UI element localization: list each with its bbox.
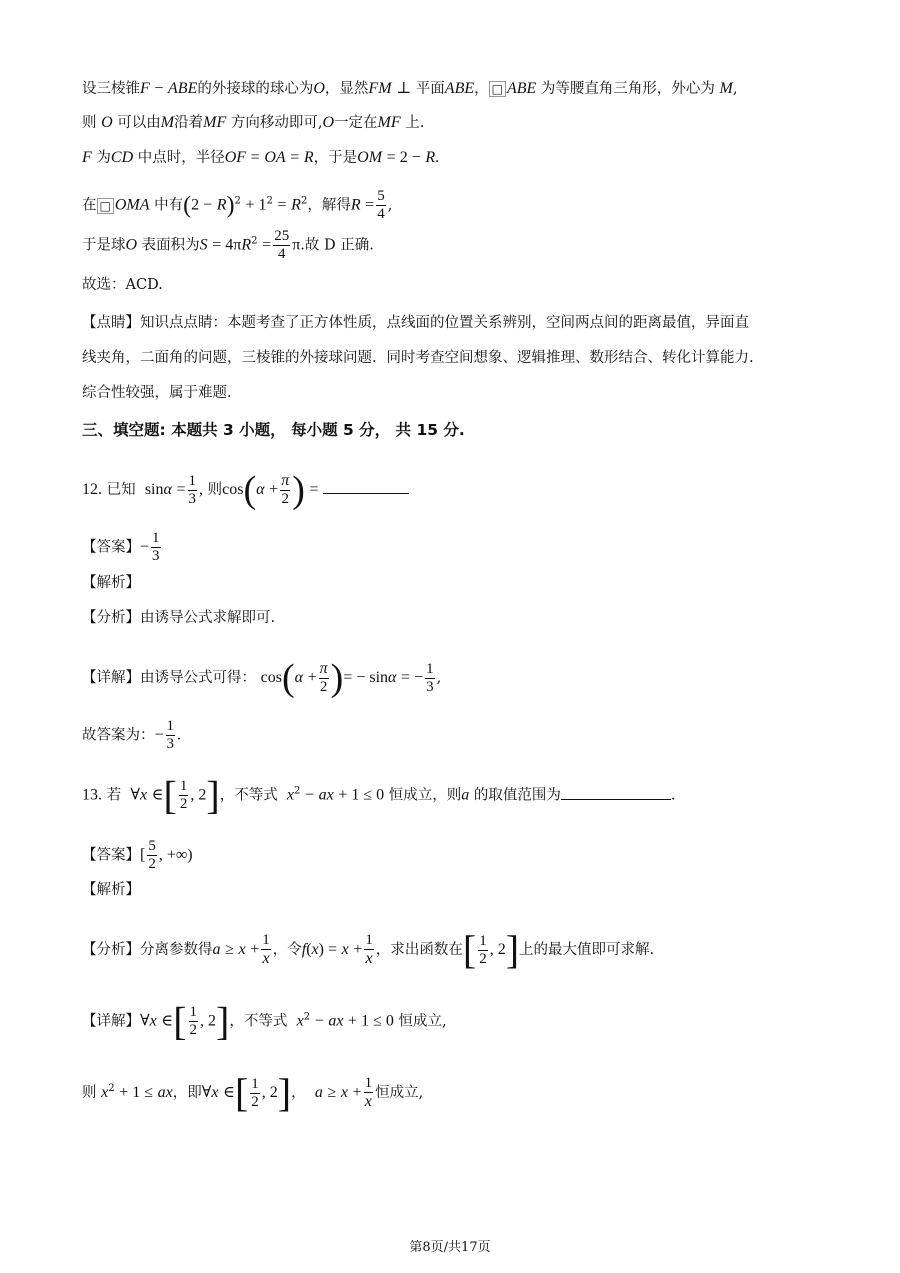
detail-line: 【详解】∀x ∈[ $\frac{1}{2}$ , 2]，不等式 $x^2$ − ax + 1 ≤ 0 恒成立,: [82, 998, 447, 1044]
analysis-label: 【解析】: [82, 882, 140, 898]
answer-line: 【答案】[ $\frac{5}{2}$ , +∞): [82, 838, 193, 872]
question-12: 12. 已知 sinα = $\frac{1}{3}$ , 则cos(α + $\frac{\pi}{2}$ ) =: [82, 472, 409, 508]
detail-line: 则 $x^2 + 1$ ≤ ax，即∀x ∈[ $\frac{1}{2}$ , 2]， a ≥ x + $\frac{1}{x}$ 恒成立,: [82, 1070, 424, 1115]
section-title: 三、填空题: 本题共 3 小题， 每小题 5 分， 共 15 分.: [82, 421, 465, 439]
analysis-line: 【分析】由诱导公式求解即可.: [82, 610, 276, 626]
fraction: $\frac{1}{x}$: [364, 1075, 373, 1110]
fraction: $\frac{1}{x}$: [365, 932, 373, 967]
final-answer-line: 故答案为：− $\frac{1}{3}$ .: [82, 718, 182, 752]
fraction: $\frac{1}{x}$: [262, 932, 270, 967]
detail-line: 【详解】由诱导公式可得： cos(α + $\frac{\pi}{2}$ )= − sinα = − $\frac{1}{3}$ ,: [82, 657, 442, 699]
fraction: $\frac{1}{3}$: [152, 530, 160, 564]
fraction: $\frac{1}{3}$: [426, 660, 434, 695]
fraction: $\frac{5}{4}$: [377, 188, 385, 222]
page-footer: 第8页/共17页: [409, 1240, 491, 1255]
text-line: 于是球O 表面积为$S = 4\pi R^2$ = $\frac{25}{4}$ π.故 D 正确.: [82, 228, 374, 262]
fraction: $\frac{\pi}{2}$: [281, 472, 290, 507]
text-line: 线夹角，二面角的问题，三棱锥的外接球问题．同时考查空间想象、逻辑推理、数形结合、转化计算能力.: [82, 350, 754, 366]
answer-blank: [561, 799, 671, 800]
fraction: $\frac{1}{3}$: [188, 472, 197, 507]
fraction: $\frac{1}{2}$: [479, 932, 487, 967]
text-line: 设三棱锥F − ABE的外接球的球心为O，显然FM ⊥ 平面ABE， □ ABE 为等腰直角三角形，外心为 M,: [82, 80, 738, 97]
answer-line: 【答案】− $\frac{1}{3}$: [82, 530, 160, 564]
fraction: $\frac{1}{2}$: [189, 1004, 198, 1038]
text-line: 综合性较强，属于难题.: [82, 385, 232, 401]
text-line: 则 O 可以由M沿着MF 方向移动即可,O一定在MF 上.: [82, 114, 425, 131]
fraction: $\frac{1}{2}$: [251, 1075, 259, 1110]
question-13: 13. 若 ∀x ∈[ $\frac{1}{2}$ , 2]，不等式 $x^2$ − ax + 1 ≤ 0 恒成立，则a 的取值范围为 .: [82, 772, 676, 818]
fraction: $\frac{1}{3}$: [166, 718, 175, 752]
fraction: $\frac{1}{2}$: [179, 778, 188, 812]
text-line: 在 □ OMA 中有$(2 - R)^2 + 1^2 = R^2$，解得R = $\frac{5}{4}$ ,: [82, 188, 393, 222]
answer-blank: [323, 493, 409, 494]
analysis-label: 【解析】: [82, 575, 140, 591]
fraction: $\frac{25}{4}$: [274, 228, 290, 262]
fraction: $\frac{5}{2}$: [148, 838, 156, 872]
text-line: F 为CD 中点时，半径OF = OA = R，于是OM = 2 − R.: [82, 149, 440, 166]
text-line: 【点睛】知识点点睛：本题考查了正方体性质，点线面的位置关系辨别，空间两点间的距离最值，异面直: [82, 315, 749, 331]
analysis-line: 【分析】分离参数得a ≥ x + $\frac{1}{x}$ ，令f(x) = x + $\frac{1}{x}$ ，求出函数在[ $\frac{1}{2}$ , 2]上的最大值即可求解.: [82, 927, 655, 972]
fraction: $\frac{\pi}{2}$: [319, 660, 328, 695]
text-line: 故选：ACD.: [82, 277, 163, 293]
